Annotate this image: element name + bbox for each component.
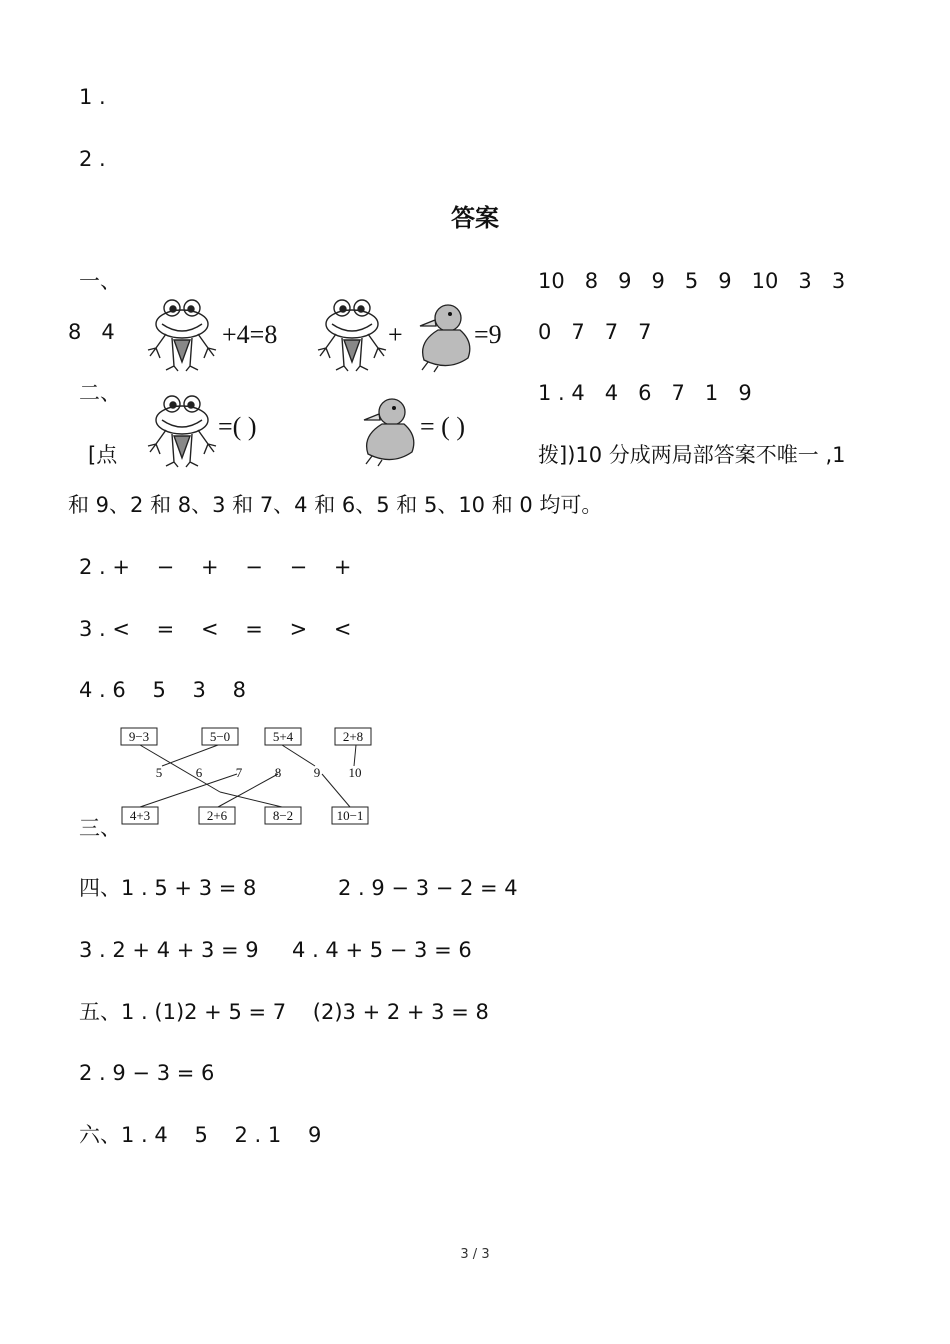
section6-line1: 六、1 . 4 5 2 . 1 9 xyxy=(79,1123,322,1147)
top-item-1: 1 . xyxy=(79,85,106,109)
bottom-box-label: 10−1 xyxy=(336,808,364,823)
bottom-box-label: 8−2 xyxy=(272,808,294,823)
equation-2-result: =9 xyxy=(474,320,502,349)
section2-item4: 4 . 6 5 3 8 xyxy=(79,678,246,702)
section1-answers-row2-left: 8 4 xyxy=(68,320,115,344)
frog-illustration xyxy=(146,296,218,372)
section4-line2: 3 . 2 + 4 + 3 = 9 4 . 4 + 5 − 3 = 6 xyxy=(79,938,472,962)
top-item-2: 2 . xyxy=(79,147,106,171)
section2-label: 二、 xyxy=(79,381,121,405)
middle-number: 5 xyxy=(155,765,163,780)
middle-number: 10 xyxy=(348,765,362,780)
section2-item2: 2 . + − + − − + xyxy=(79,555,352,579)
answer-title: 答案 xyxy=(451,204,499,232)
section1-answers-row2-right: 0 7 7 7 xyxy=(538,320,652,344)
matching-diagram xyxy=(110,722,390,832)
section2-item3: 3 . < = < = > < xyxy=(79,617,352,641)
frog-answer-parens: =( ) xyxy=(218,412,257,441)
frog-illustration xyxy=(316,296,388,372)
equation-2-plus: + xyxy=(388,320,403,349)
duck-answer-parens: = ( ) xyxy=(420,412,465,441)
top-box-label: 2+8 xyxy=(342,729,364,744)
middle-number: 6 xyxy=(195,765,203,780)
middle-number: 9 xyxy=(313,765,321,780)
section5-line2: 2 . 9 − 3 = 6 xyxy=(79,1061,215,1085)
frog-illustration xyxy=(146,392,218,468)
bottom-box-label: 4+3 xyxy=(129,808,151,823)
section1-answers-row1: 10 8 9 9 5 9 10 3 3 xyxy=(538,269,846,293)
top-box-label: 9−3 xyxy=(128,729,150,744)
middle-number: 7 xyxy=(235,765,243,780)
section2-answers-row1: 1 . 4 4 6 7 1 9 xyxy=(538,381,752,405)
duck-illustration xyxy=(408,298,474,374)
section4-line1-a: 四、1 . 5 + 3 = 8 xyxy=(79,876,257,900)
section5-line1: 五、1 . (1)2 + 5 = 7 (2)3 + 2 + 3 = 8 xyxy=(79,1000,489,1024)
equation-1-operator: +4=8 xyxy=(222,320,278,349)
top-box-label: 5+4 xyxy=(272,729,294,744)
section1-label: 一、 xyxy=(79,269,121,293)
tip-text-continued: 和 9、2 和 8、3 和 7、4 和 6、5 和 5、10 和 0 均可。 xyxy=(68,493,603,517)
section3-label: 三、 xyxy=(79,816,121,840)
page-number: 3 / 3 xyxy=(460,1247,490,1262)
section4-line1-b: 2 . 9 − 3 − 2 = 4 xyxy=(338,876,518,900)
tip-text: 拨])10 分成两局部答案不唯一 ,1 xyxy=(538,443,846,467)
tip-label: [点 xyxy=(88,443,118,467)
middle-number: 8 xyxy=(274,765,282,780)
duck-illustration xyxy=(352,392,418,468)
bottom-box-label: 2+6 xyxy=(206,808,228,823)
top-box-label: 5−0 xyxy=(209,729,231,744)
